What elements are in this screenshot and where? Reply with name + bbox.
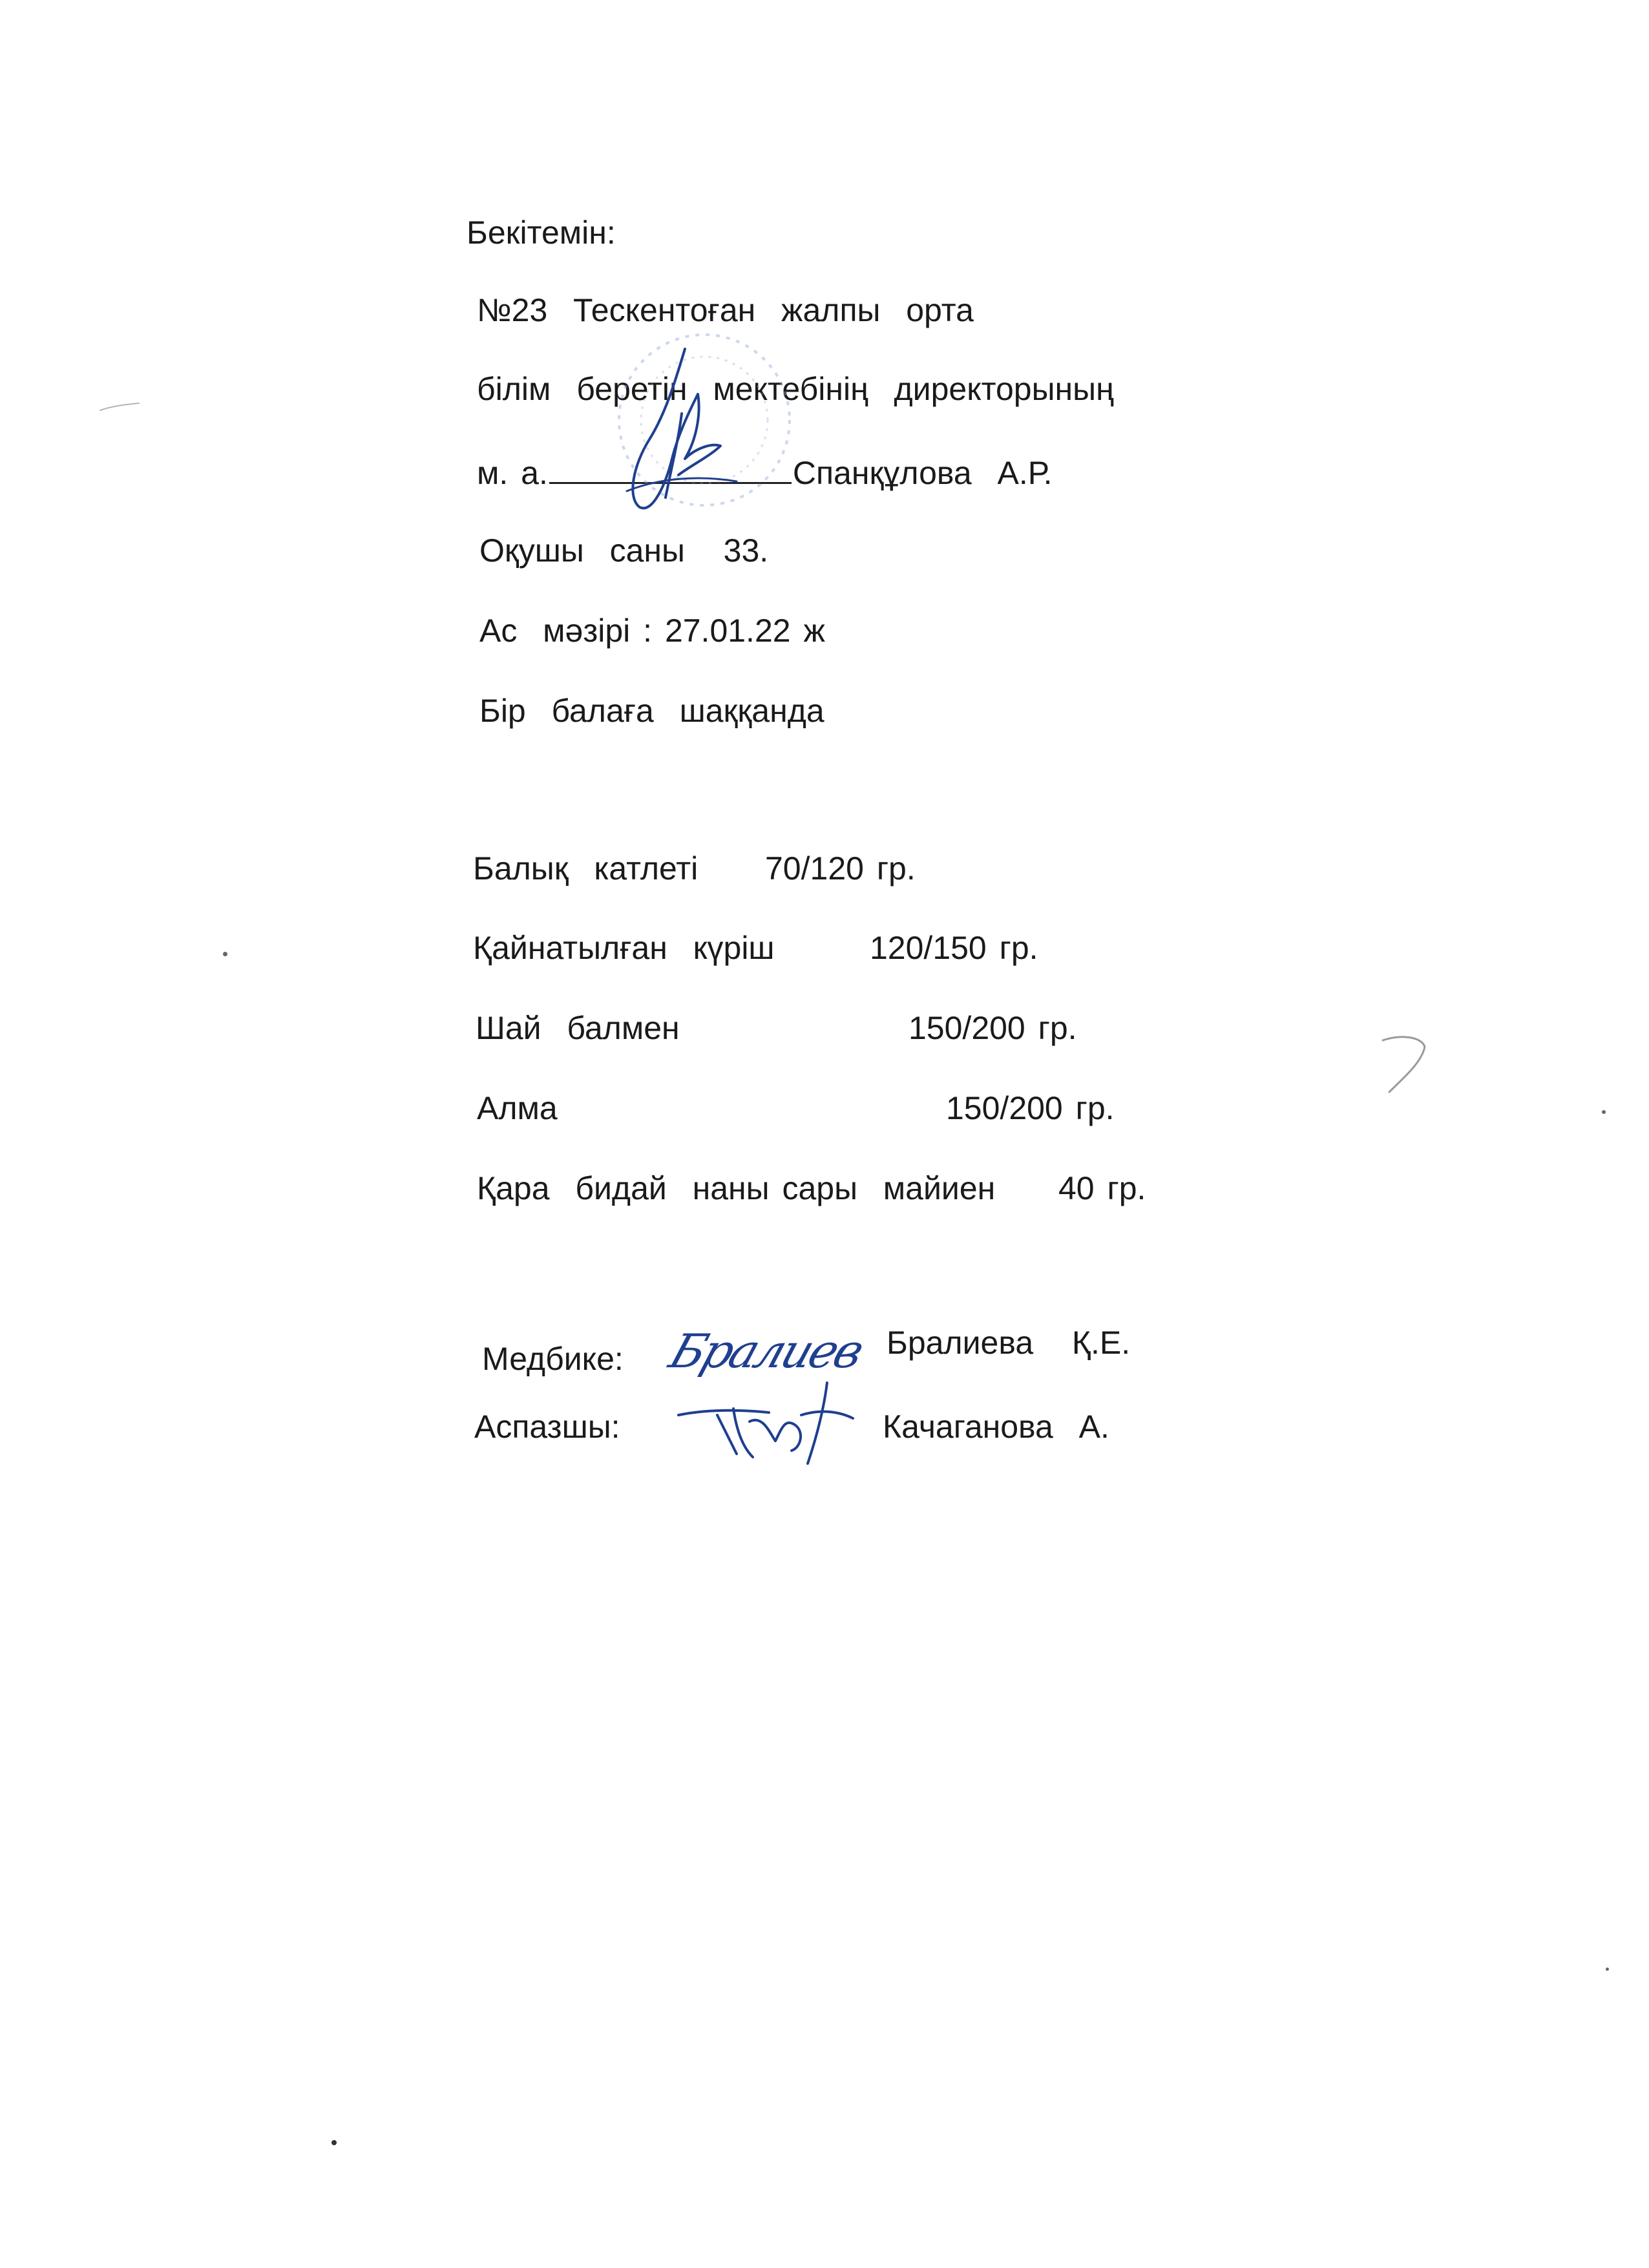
scan-speck bbox=[223, 952, 227, 956]
school-line-2: білім беретін мектебінің директорының bbox=[477, 371, 1114, 407]
menu-item-name: Алма bbox=[477, 1090, 558, 1126]
school-line-1: №23 Тескентоған жалпы орта bbox=[477, 292, 974, 328]
menu-item-portion: 120/150 гр. bbox=[870, 930, 1038, 966]
cook-signature bbox=[672, 1370, 866, 1467]
signature-underline bbox=[549, 452, 792, 484]
director-signature bbox=[588, 336, 756, 530]
menu-date: Ас мәзірі : 27.01.22 ж bbox=[479, 613, 825, 649]
menu-item-portion: 150/200 гр. bbox=[946, 1090, 1115, 1126]
cook-name: Качаганова А. bbox=[883, 1409, 1109, 1445]
director-prefix: м. а. bbox=[477, 455, 548, 491]
menu-item-portion: 150/200 гр. bbox=[909, 1010, 1077, 1046]
students-count: Оқушы саны 33. bbox=[479, 532, 769, 569]
pen-mark bbox=[1376, 1027, 1434, 1098]
cook-label: Аспазшы: bbox=[474, 1409, 620, 1445]
menu-item-portion: 40 гр. bbox=[1058, 1170, 1146, 1206]
nurse-label: Медбике: bbox=[482, 1341, 624, 1377]
pen-mark bbox=[97, 401, 142, 414]
approval-heading: Бекітемін: bbox=[467, 215, 616, 251]
menu-item-portion: 70/120 гр. bbox=[765, 850, 916, 887]
menu-item bbox=[477, 1169, 1146, 1324]
menu-item-name: Балық катлеті bbox=[473, 850, 698, 887]
per-child-note: Бір балаға шаққанда bbox=[479, 693, 824, 729]
nurse-name: Бралиева Қ.Е. bbox=[887, 1325, 1131, 1361]
menu-item-name: Қайнатылған күріш bbox=[473, 930, 775, 966]
director-line bbox=[477, 452, 1053, 492]
scan-speck bbox=[331, 2140, 337, 2145]
menu-item-name: Шай балмен bbox=[476, 1010, 680, 1046]
scan-speck bbox=[1602, 1110, 1606, 1114]
scan-speck bbox=[1606, 1968, 1609, 1971]
menu-item-name: Қара бидай наны сары майиен bbox=[477, 1170, 996, 1206]
nurse-signature bbox=[663, 1318, 872, 1389]
director-name: Спанқұлова А.Р. bbox=[792, 455, 1053, 491]
nurse-signature-handwriting: Бралиев bbox=[663, 1324, 869, 1378]
